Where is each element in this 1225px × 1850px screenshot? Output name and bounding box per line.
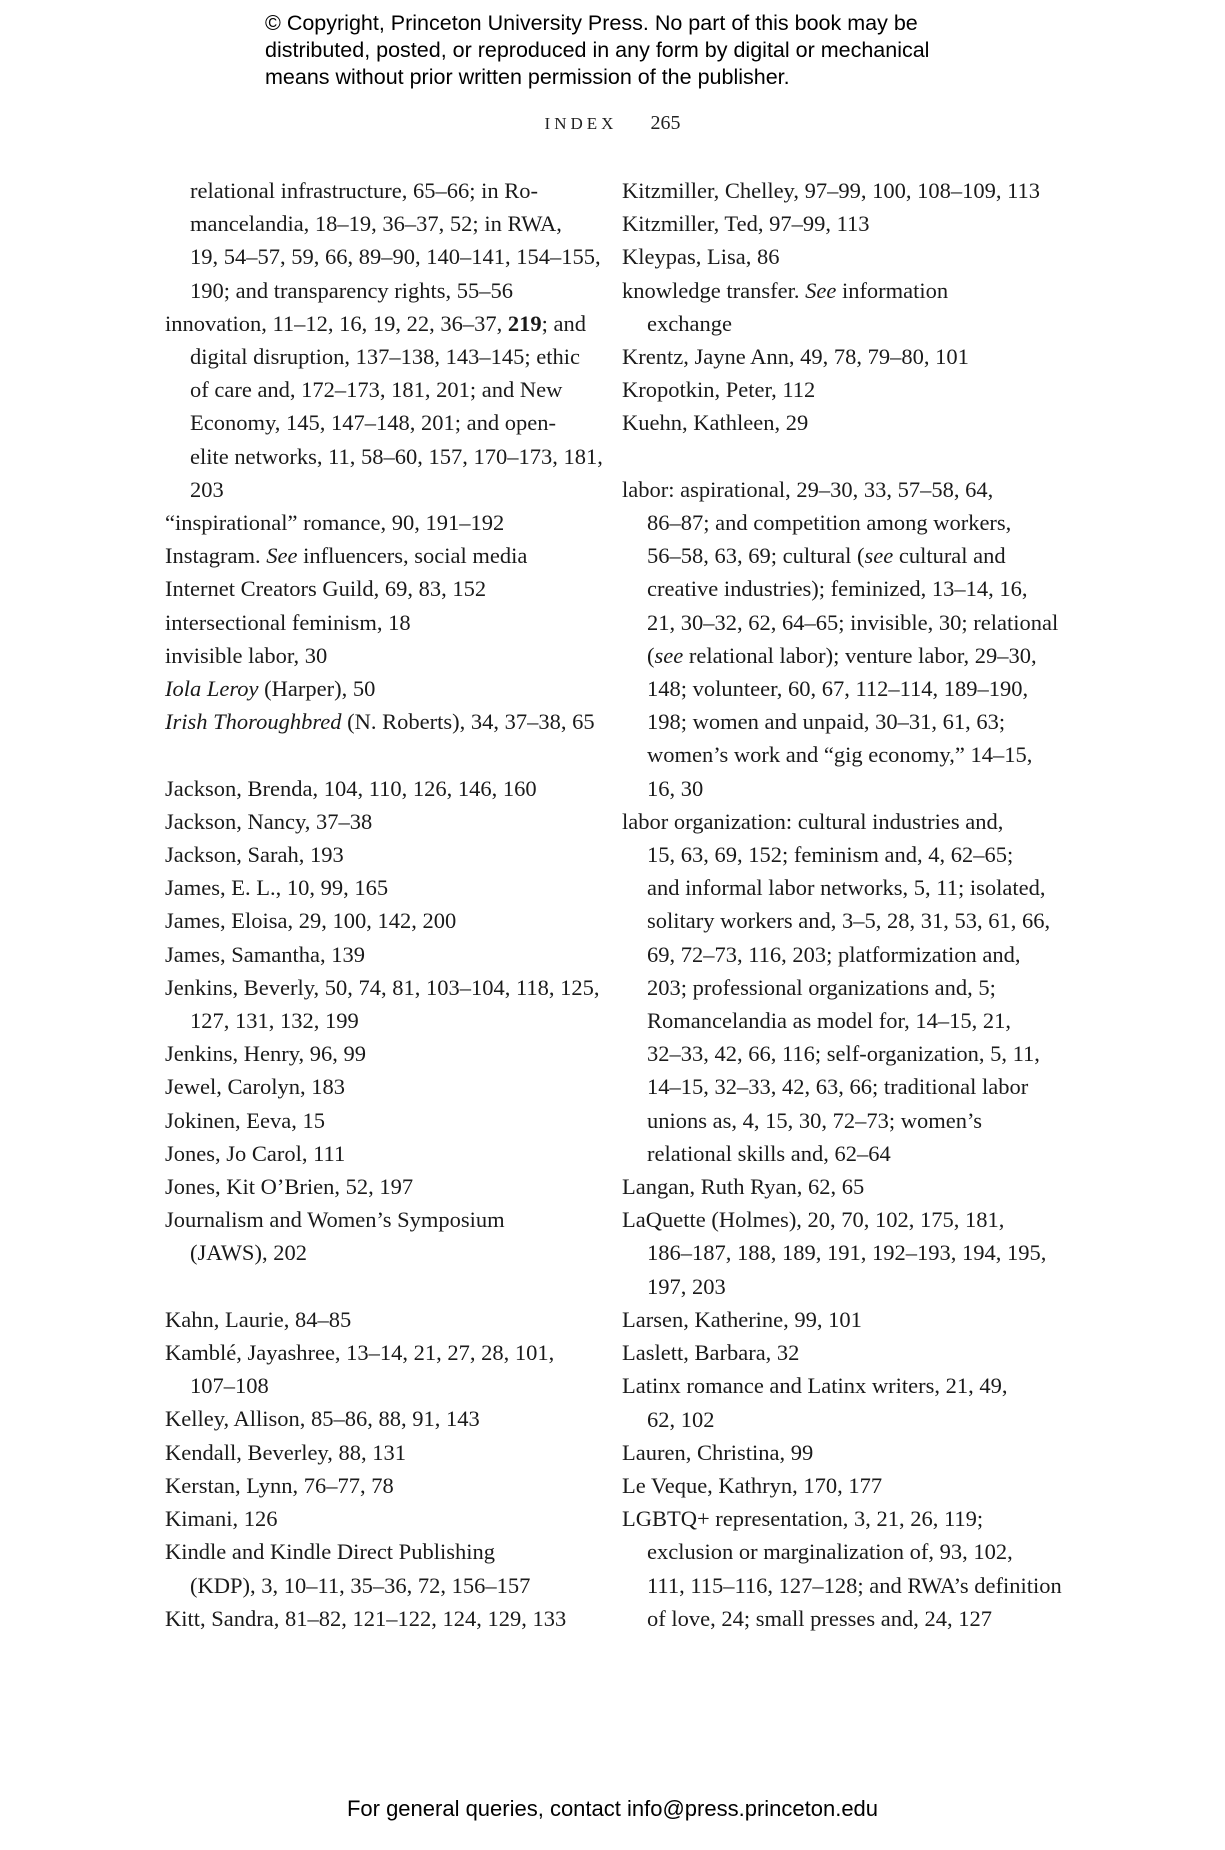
index-entry-line: digital disruption, 137–138, 143–145; ethic [190, 344, 580, 370]
index-entry [165, 904, 575, 937]
index-entry [165, 572, 575, 605]
index-entry [622, 1502, 1062, 1635]
index-entry-line: Jackson, Sarah, 193 [165, 842, 344, 868]
index-entry [622, 373, 1042, 406]
index-entry [165, 672, 575, 705]
index-entry-line: James, Samantha, 139 [165, 941, 365, 967]
index-entry-line: LaQuette (Holmes), 20, 70, 102, 175, 181, [622, 1207, 1005, 1233]
index-entry-line: Kitzmiller, Chelley, 97–99, 100, 108–109, 113 [622, 178, 1041, 203]
index-entry-line: 32–33, 42, 66, 116; self-organization, 5, 11, [647, 1041, 1040, 1067]
index-entry-line: labor organization: cultural industries and, [622, 808, 1004, 834]
index-entry [165, 971, 600, 1037]
index-entry-line: invisible labor, 30 [165, 642, 328, 668]
index-entry [165, 1535, 575, 1601]
index-entry [165, 1303, 575, 1336]
index-entry-line: elite networks, 11, 58–60, 157, 170–173, 181, [190, 443, 603, 469]
index-entry-line: James, Eloisa, 29, 100, 142, 200 [165, 908, 457, 934]
copyright-line: distributed, posted, or reproduced in any form by digital or mechanical [265, 38, 930, 62]
copyright-line: © Copyright, Princeton University Press. No part of this book may be [265, 11, 918, 35]
index-entry-line: 15, 63, 69, 152; feminism and, 4, 62–65; [647, 842, 1014, 868]
index-entry [165, 1469, 575, 1502]
index-entry-line: (see relational labor); venture labor, 29–30, [647, 642, 1037, 668]
index-entry-line: Kindle and Kindle Direct Publishing [165, 1539, 495, 1565]
index-column-right [622, 174, 1062, 1635]
index-entry-line: Kahn, Laurie, 84–85 [165, 1306, 352, 1332]
index-entry-line: Laslett, Barbara, 32 [622, 1340, 800, 1366]
footer-contact: For general queries, contact info@press.princeton.edu [346, 1796, 879, 1821]
index-entry [165, 1070, 575, 1103]
index-entry [165, 1203, 575, 1269]
index-entry [165, 307, 603, 506]
index-entry [165, 606, 575, 639]
index-entry-line: Kelley, Allison, 85–86, 88, 91, 143 [165, 1406, 480, 1432]
index-entry-line: Jones, Jo Carol, 111 [165, 1140, 346, 1166]
index-entry [165, 1436, 575, 1469]
index-entry-line: 107–108 [190, 1373, 269, 1399]
index-entry-line: relational skills and, 62–64 [647, 1140, 891, 1166]
index-entry [165, 1104, 575, 1137]
index-entry [622, 1170, 1042, 1203]
index-entry-line: and informal labor networks, 5, 11; isolated, [647, 875, 1046, 901]
index-entry-line: Instagram. See influencers, social media [165, 543, 528, 569]
index-entry-line: 203 [190, 476, 224, 502]
index-entry-line: Jones, Kit O’Brien, 52, 197 [165, 1174, 414, 1200]
index-entry [165, 1137, 575, 1170]
index-entry-line: innovation, 11–12, 16, 19, 22, 36–37, 219; and [165, 310, 587, 336]
index-entry-line: Jenkins, Henry, 96, 99 [165, 1041, 367, 1067]
index-entry-line: knowledge transfer. See information [622, 277, 949, 303]
index-entry-line: 69, 72–73, 116, 203; platformization and, [647, 941, 1021, 967]
index-entry-line: solitary workers and, 3–5, 28, 31, 53, 61, 66, [647, 908, 1051, 934]
running-head [0, 112, 1225, 135]
index-entry [165, 1037, 575, 1070]
index-entry-line: 186–187, 188, 189, 191, 192–193, 194, 195, [647, 1240, 1047, 1266]
index-entry-line: 190; and transparency rights, 55–56 [190, 277, 514, 303]
index-entry-line: 21, 30–32, 62, 64–65; invisible, 30; relational [647, 609, 1059, 635]
index-entry-line: 111, 115–116, 127–128; and RWA’s definition [647, 1572, 1062, 1598]
index-entry-line: Iola Leroy (Harper), 50 [165, 676, 376, 702]
index-entry-line: 86–87; and competition among workers, [647, 510, 1012, 536]
index-entry-line: creative industries); feminized, 13–14, 16, [647, 576, 1028, 602]
index-entry [622, 1469, 1042, 1502]
index-entry-line: James, E. L., 10, 99, 165 [165, 875, 389, 901]
index-entry-line: 197, 203 [647, 1273, 726, 1299]
index-entry [622, 1336, 1042, 1369]
index-entry [622, 207, 1042, 240]
index-entry-line: Journalism and Women’s Symposium [165, 1207, 505, 1233]
index-entry-line: 19, 54–57, 59, 66, 89–90, 140–141, 154–155, [190, 244, 601, 270]
index-entry-line: Kerstan, Lynn, 76–77, 78 [165, 1472, 394, 1498]
index-entry-line: intersectional feminism, 18 [165, 609, 411, 635]
index-entry-line: 56–58, 63, 69; cultural (see cultural and [647, 543, 1006, 569]
index-entry [622, 1203, 1047, 1303]
index-entry-line: of love, 24; small presses and, 24, 127 [647, 1605, 992, 1631]
index-entry [622, 1303, 1042, 1336]
index-entry [165, 938, 575, 971]
page-number: 265 [650, 112, 681, 134]
index-entry [622, 340, 1042, 373]
index-entry-line: Jackson, Brenda, 104, 110, 126, 146, 160 [165, 775, 537, 801]
index-entry-line: Jewel, Carolyn, 183 [165, 1074, 345, 1100]
index-entry [622, 274, 1042, 340]
index-entry [165, 539, 575, 572]
copyright-notice [265, 10, 1005, 91]
index-entry-line: Kimani, 126 [165, 1506, 278, 1532]
index-entry-line: 62, 102 [647, 1406, 715, 1432]
letter-group-gap [165, 1270, 575, 1303]
index-entry-line: Le Veque, Kathryn, 170, 177 [622, 1472, 883, 1498]
index-entry-line: LGBTQ+ representation, 3, 21, 26, 119; [622, 1506, 984, 1532]
index-entry [622, 1369, 1042, 1435]
running-title: INDEX [544, 114, 618, 133]
index-entry [622, 805, 1051, 1170]
copyright-line: means without prior written permission of the publisher. [265, 65, 790, 89]
index-entry-line: Kendall, Beverley, 88, 131 [165, 1439, 406, 1465]
index-entry-line: 198; women and unpaid, 30–31, 61, 63; [647, 709, 1006, 735]
index-entry [622, 174, 1042, 207]
index-entry [622, 473, 1059, 805]
index-entry-line: unions as, 4, 15, 30, 72–73; women’s [647, 1107, 982, 1133]
index-entry-line: Kitzmiller, Ted, 97–99, 113 [622, 211, 870, 237]
index-entry-line: relational infrastructure, 65–66; in Ro- [190, 178, 539, 203]
index-entry [165, 705, 595, 738]
index-entry-line: exclusion or marginalization of, 93, 102, [647, 1539, 1013, 1565]
index-entry-line: exchange [647, 310, 732, 336]
index-entry-line: Kitt, Sandra, 81–82, 121–122, 124, 129, 133 [165, 1605, 567, 1631]
index-entry-line: Kropotkin, Peter, 112 [622, 377, 816, 403]
index-entry-line: Latinx romance and Latinx writers, 21, 49, [622, 1373, 1008, 1399]
letter-group-gap [165, 738, 575, 771]
index-entry [622, 406, 1042, 439]
index-entry-line: Internet Creators Guild, 69, 83, 152 [165, 576, 487, 602]
index-entry [165, 1402, 575, 1435]
index-entry-line: Jackson, Nancy, 37–38 [165, 808, 373, 834]
index-column-left [165, 174, 603, 1635]
index-entry [165, 639, 575, 672]
index-entry-line: mancelandia, 18–19, 36–37, 52; in RWA, [190, 211, 562, 237]
index-entry-line: Economy, 145, 147–148, 201; and open- [190, 410, 556, 436]
index-entry-line: Larsen, Katherine, 99, 101 [622, 1306, 862, 1332]
index-entry-line: 127, 131, 132, 199 [190, 1008, 359, 1034]
index-entry-line: 14–15, 32–33, 42, 63, 66; traditional labor [647, 1074, 1029, 1100]
index-entry [622, 1436, 1042, 1469]
index-entry-line: labor: aspirational, 29–30, 33, 57–58, 64, [622, 476, 994, 502]
index-entry-line: Lauren, Christina, 99 [622, 1439, 814, 1465]
index-entry-line: “inspirational” romance, 90, 191–192 [165, 510, 505, 536]
index-entry-line: 203; professional organizations and, 5; [647, 974, 996, 1000]
index-entry [165, 1602, 575, 1635]
index-entry-line: (JAWS), 202 [190, 1240, 307, 1266]
index-entry-line: Kleypas, Lisa, 86 [622, 244, 780, 270]
index-entry-line: Jenkins, Beverly, 50, 74, 81, 103–104, 118, 125, [165, 974, 600, 1000]
index-entry-line: women’s work and “gig economy,” 14–15, [647, 742, 1033, 768]
index-entry [165, 174, 601, 307]
index-entry-line: Kamblé, Jayashree, 13–14, 21, 27, 28, 101, [165, 1340, 555, 1366]
index-entry [165, 838, 575, 871]
index-entry [165, 506, 575, 539]
index-entry [622, 240, 1042, 273]
index-entry [165, 1170, 575, 1203]
index-entry [165, 1502, 575, 1535]
index-entry [165, 772, 575, 805]
index-entry-line: Krentz, Jayne Ann, 49, 78, 79–80, 101 [622, 344, 969, 370]
index-entry-line: Langan, Ruth Ryan, 62, 65 [622, 1174, 865, 1200]
index-entry [165, 805, 575, 838]
index-entry-line: Romancelandia as model for, 14–15, 21, [647, 1008, 1012, 1034]
index-entry-line: 148; volunteer, 60, 67, 112–114, 189–190, [647, 676, 1029, 702]
index-entry-line: 16, 30 [647, 775, 704, 801]
index-entry-line: of care and, 172–173, 181, 201; and New [190, 377, 563, 403]
letter-group-gap [622, 440, 1042, 473]
index-entry-line: Irish Thoroughbred (N. Roberts), 34, 37–38, 65 [165, 709, 595, 735]
index-entry [165, 871, 575, 904]
index-entry-line: (KDP), 3, 10–11, 35–36, 72, 156–157 [190, 1572, 531, 1598]
index-entry-line: Kuehn, Kathleen, 29 [622, 410, 809, 436]
index-entry [165, 1336, 575, 1402]
index-entry-line: Jokinen, Eeva, 15 [165, 1107, 325, 1133]
